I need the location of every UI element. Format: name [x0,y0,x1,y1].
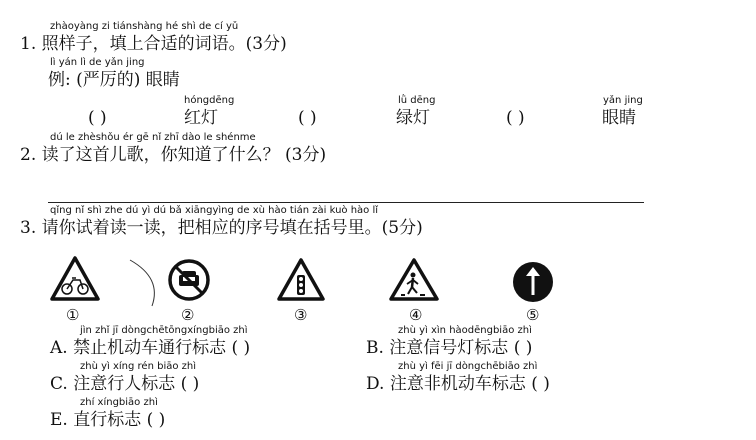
arc-mark [128,258,168,308]
q1-blank-1-pinyin: hóngdēng [184,95,235,106]
q3-pinyin: qǐng nǐ shì zhe dú yì dú bǎ xiāngyìng de xù hào tián zài kuò hào lǐ [50,205,379,216]
q2-pinyin: dú le zhèshǒu ér gē nǐ zhī dào le shénme [50,132,256,143]
option-b-pinyin: zhù yì xìn hàodēngbiāo zhì [398,325,532,336]
option-a[interactable]: A. 禁止机动车通行标志 ( ) [50,338,251,358]
q1-blank-2-word: 绿灯 [396,108,430,128]
traffic-light-warning-icon [277,258,325,302]
option-a-pinyin: jìn zhǐ jī dòngchētōngxíngbiāo zhì [80,325,248,336]
q3-title: 3. 请你试着读一读，把相应的序号填在括号里。(5分) [20,218,423,238]
q1-blank-1-word: 红灯 [184,108,218,128]
sign-5-number: ⑤ [526,306,540,324]
option-d-pinyin: zhù yì fēi jī dòngchēbiāo zhì [398,361,538,372]
q1-blank-1-paren[interactable]: ( ) [88,108,107,128]
sign-2-number: ② [181,306,195,324]
option-b[interactable]: B. 注意信号灯标志 ( ) [366,338,533,358]
q1-blank-3-pinyin: yǎn jing [603,95,643,106]
option-d[interactable]: D. 注意非机动车标志 ( ) [366,374,550,394]
bicycle-warning-icon [50,256,100,302]
q2-answer-line[interactable] [48,202,644,203]
sign-1-number: ① [66,306,80,324]
q1-blank-3-paren[interactable]: ( ) [506,108,525,128]
option-e[interactable]: E. 直行标志 ( ) [50,410,166,430]
sign-4-number: ④ [409,306,423,324]
no-motor-vehicle-icon [167,258,211,302]
option-e-pinyin: zhí xíngbiāo zhì [80,397,158,408]
q2-title: 2. 读了这首儿歌，你知道了什么？ (3分) [20,145,327,165]
q1-title: 1. 照样子，填上合适的词语。(3分) [20,34,287,54]
sign-3-number: ③ [294,306,308,324]
q1-blank-2-pinyin: lǜ dēng [398,95,436,106]
q1-blank-3-word: 眼睛 [602,108,636,128]
q1-example-pinyin: lì yán lì de yǎn jing [50,57,145,68]
q1-blank-2-paren[interactable]: ( ) [298,108,317,128]
q1-example: 例: (严厉的) 眼睛 [48,70,180,90]
pedestrian-warning-icon [389,258,439,302]
straight-ahead-icon [511,260,555,304]
option-c-pinyin: zhù yì xíng rén biāo zhì [80,361,197,372]
option-c[interactable]: C. 注意行人标志 ( ) [50,374,200,394]
q1-pinyin: zhàoyàng zi tiánshàng hé shì de cí yǔ [50,21,239,32]
